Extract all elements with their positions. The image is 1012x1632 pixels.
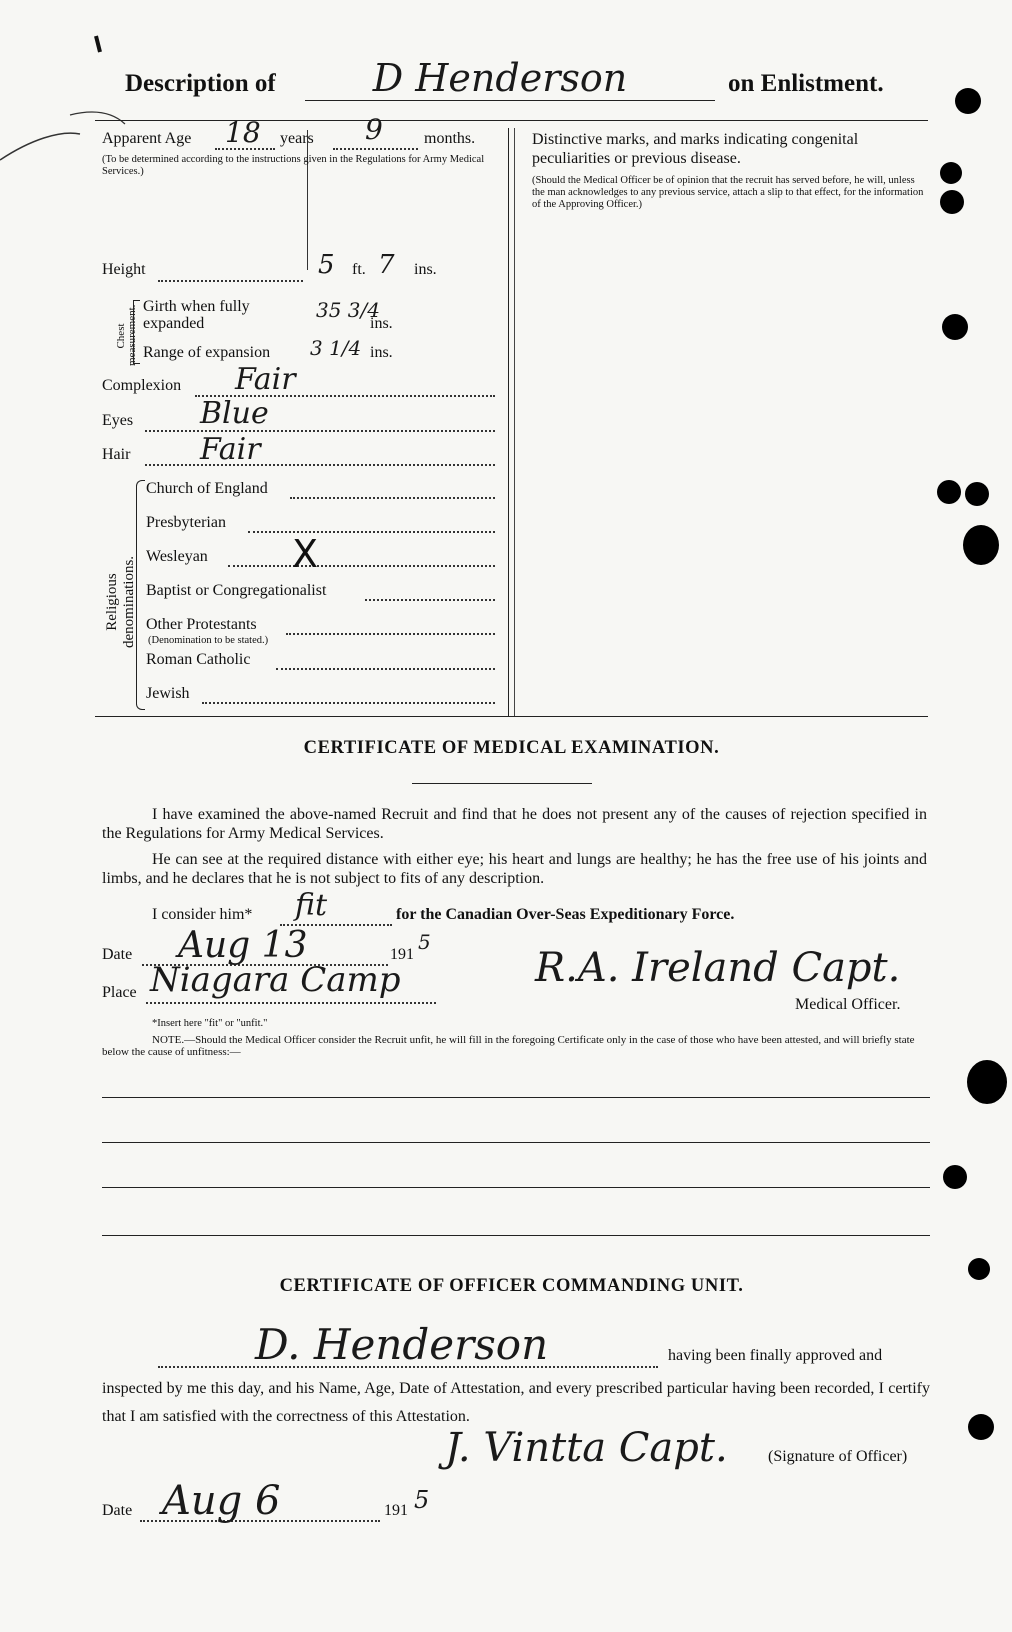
medical-title-rule xyxy=(412,783,592,784)
religion-bracket xyxy=(136,480,145,710)
punch-hole xyxy=(963,525,999,565)
commanding-officer-signature: J. Vintta Capt. xyxy=(445,1425,728,1471)
age-years-value: 18 xyxy=(225,116,261,149)
column-divider xyxy=(508,128,509,716)
unfit-line xyxy=(102,1097,930,1098)
punch-hole xyxy=(967,1060,1007,1104)
header-suffix: on Enlistment. xyxy=(728,70,884,97)
top-rule xyxy=(95,120,928,121)
medical-year-prefix: 191 xyxy=(390,946,414,963)
hair-value: Fair xyxy=(200,432,261,467)
chest-side-label: Chest measurement. xyxy=(115,304,138,366)
marks-note: (Should the Medical Officer be of opinion that the recruit has served before, he will, unless the man acknowledges to any previous service, attach a slip to that effect, for the information of the Approving Officer.) xyxy=(532,175,924,210)
place-label: Place xyxy=(102,984,137,1001)
medical-date-label: Date xyxy=(102,946,133,963)
age-note: (To be determined according to the instructions given in the Regulations for Army Medical Services.) xyxy=(102,154,485,177)
approved-text: having been finally approved and xyxy=(668,1347,883,1364)
girth-value: 35 3/4 xyxy=(316,298,380,322)
eyes-value: Blue xyxy=(200,396,269,431)
range-value: 3 1/4 xyxy=(310,336,362,360)
punch-hole xyxy=(940,162,962,184)
medical-para1: I have examined the above-named Recruit and find that he does not present any of the causes of rejection specified in the Regulations for Army Medical Services. xyxy=(102,806,927,842)
height-in-value: 7 xyxy=(378,250,395,280)
religion-other-note: (Denomination to be stated.) xyxy=(148,635,269,646)
medical-officer-signature: R.A. Ireland Capt. xyxy=(535,945,901,991)
column-divider xyxy=(514,128,515,716)
height-label: Height xyxy=(102,261,146,278)
punch-hole xyxy=(955,88,981,114)
hair-label: Hair xyxy=(102,446,131,463)
punch-hole xyxy=(940,190,964,214)
religion-roman-catholic: Roman Catholic xyxy=(146,651,251,668)
medical-year-suffix: 5 xyxy=(418,930,431,954)
months-label: months. xyxy=(424,130,476,147)
medical-title: CERTIFICATE OF MEDICAL EXAMINATION. xyxy=(303,738,720,758)
chest-bracket xyxy=(133,300,140,364)
signature-of-officer-label: (Signature of Officer) xyxy=(768,1448,908,1465)
age-months-value: 9 xyxy=(365,113,383,146)
years-label: years xyxy=(280,130,314,147)
header-prefix: Description of xyxy=(125,70,276,97)
religion-wesleyan: Wesleyan xyxy=(146,548,208,565)
complexion-value: Fair xyxy=(235,362,296,397)
age-column-divider xyxy=(307,130,308,270)
religion-presbyterian: Presbyterian xyxy=(146,514,226,531)
commanding-date-label: Date xyxy=(102,1502,133,1519)
marks-title: Distinctive marks, and marks indicating congenital peculiarities or previous disease. xyxy=(532,131,859,167)
punch-hole xyxy=(968,1414,994,1440)
range-label: Range of expansion xyxy=(143,344,271,361)
girth-label: Girth when fully expanded xyxy=(143,298,250,332)
recruit-name: D Henderson xyxy=(372,56,628,100)
commanding-title: CERTIFICATE OF OFFICER COMMANDING UNIT. xyxy=(279,1276,744,1296)
medical-officer-label: Medical Officer. xyxy=(795,996,901,1013)
punch-hole xyxy=(937,480,961,504)
commanding-year-suffix: 5 xyxy=(414,1486,430,1514)
medical-date-value: Aug 13 xyxy=(178,925,308,966)
height-ft-value: 5 xyxy=(318,250,335,280)
commanding-para: inspected by me this day, and his Name, Age, Date of Attestation, and every prescribed particular having been recorded, I certify that I am satisfied with the correctness of this Attestation. xyxy=(102,1380,930,1425)
punch-hole xyxy=(942,314,968,340)
religion-baptist: Baptist or Congregationalist xyxy=(146,582,327,599)
consider-prefix: I consider him* xyxy=(152,906,253,923)
commanding-recruit-name: D. Henderson xyxy=(255,1320,549,1369)
place-value: Niagara Camp xyxy=(150,960,401,1000)
ft-label: ft. xyxy=(352,261,366,278)
religion-jewish: Jewish xyxy=(146,685,190,702)
religion-church-of-england: Church of England xyxy=(146,480,268,497)
fitness-value: fit xyxy=(295,888,328,923)
unfit-line xyxy=(102,1187,930,1188)
medical-para2: He can see at the required distance with either eye; his heart and lungs are healthy; he has the free use of his joints and limbs, and he declares that he is not subject to fits of any description. xyxy=(102,851,927,887)
section-rule xyxy=(95,716,928,717)
unfit-line xyxy=(102,1142,930,1143)
commanding-date-value: Aug 6 xyxy=(162,1478,281,1524)
punch-hole xyxy=(968,1258,990,1280)
complexion-label: Complexion xyxy=(102,377,182,394)
consider-suffix: for the Canadian Over-Seas Expeditionary Force. xyxy=(396,906,735,923)
religion-other-protestants: Other Protestants xyxy=(146,616,257,633)
punch-hole xyxy=(965,482,989,506)
religion-side-label: Religious denominations. xyxy=(104,555,137,649)
unfit-line xyxy=(102,1235,930,1236)
height-ins-label: ins. xyxy=(414,261,437,278)
name-line xyxy=(305,100,715,101)
girth-ins-label: ins. xyxy=(370,315,393,332)
religion-mark: X xyxy=(292,532,319,576)
range-ins-label: ins. xyxy=(370,344,393,361)
eyes-label: Eyes xyxy=(102,412,134,429)
insert-note: *Insert here "fit" or "unfit." xyxy=(152,1018,268,1029)
punch-hole xyxy=(943,1165,967,1189)
commanding-year-prefix: 191 xyxy=(384,1502,408,1519)
age-label: Apparent Age xyxy=(102,130,192,147)
unfit-note: NOTE.—Should the Medical Officer consider the Recruit unfit, he will fill in the foregoing Certificate only in the case of those who have been attested, and will briefly state below the cause of unfitness:— xyxy=(102,1034,915,1058)
